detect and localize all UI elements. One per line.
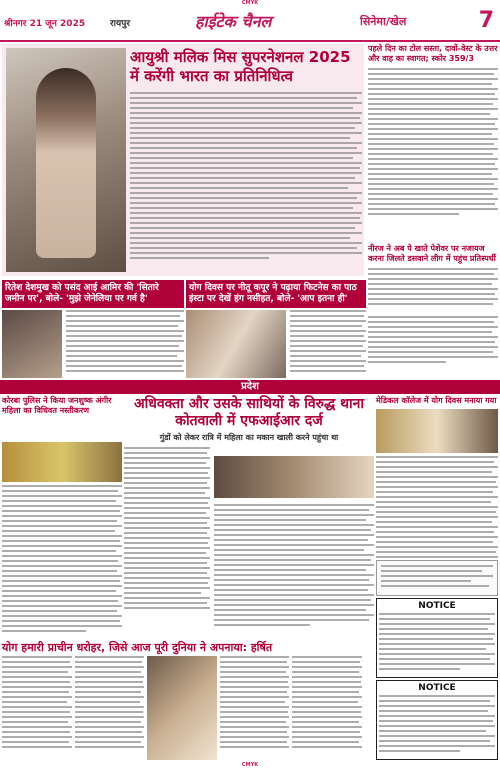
right-story-2: [368, 244, 498, 314]
bottom-col-2: [75, 656, 145, 760]
right-story-1-body: [368, 68, 498, 215]
bottom-col-5: [292, 656, 362, 760]
lower-main-photos: [214, 456, 374, 498]
lead-story: [2, 44, 364, 276]
edition-date: श्रीनगर 21 जून 2025: [4, 19, 86, 29]
bottom-story-photo: [147, 656, 217, 760]
lead-body-text: [130, 92, 362, 272]
notice-body-2: [379, 695, 495, 752]
middle-story-2: [186, 280, 366, 378]
middle-story-1: [2, 280, 184, 378]
middle-story-1-body: [66, 310, 184, 375]
lower-left-body: [2, 485, 122, 632]
lower-left-photo: [2, 442, 122, 482]
section-band-pradesh: प्रदेश: [0, 380, 500, 394]
newspaper-brand: हाईटेक चैनल: [195, 12, 272, 31]
bottom-story-body: [2, 656, 362, 760]
right-story-2-body: [368, 268, 498, 305]
page-header: [0, 8, 500, 42]
registration-mark-top: CMYK: [241, 0, 259, 6]
middle-story-2-headline: योग दिवस पर नीतू कपूर ने पढ़ाया फिटनेस का पाठ इंस्टा पर देखें हंग नसीहत, बोले- 'आप इतना ही': [186, 280, 366, 308]
notice-box-1: [376, 598, 498, 678]
lead-photo: [6, 48, 126, 272]
notice-title-1: NOTICE: [418, 601, 456, 611]
lower-main-headline: अधिवक्ता और उसके साथियों के विरुद्ध थाना कोतवाली में एफआईआर दर्ज: [133, 396, 365, 429]
lower-right-photo: [376, 409, 498, 453]
middle-story-2-body: [290, 310, 366, 375]
middle-story-1-photo: [2, 310, 62, 378]
lower-main-subheadline: गुंडों को लेकर रात्रि में महिला का मकान खाली करने पहुंचा था: [159, 433, 339, 442]
notice-title-2: NOTICE: [418, 683, 456, 693]
notice-box-2: [376, 680, 498, 760]
lower-main-story: [124, 396, 374, 636]
right-story-1-headline: पहले दिन का टोल सस्ता, दावों-वेस्ट के उत्तर और वाह का स्वागत; स्कोर 359/3: [368, 44, 498, 63]
bottom-story-headline: योग हमारी प्राचीन धरोहर, जिसे आज पूरी दुनिया ने अपनाया: हर्षित: [2, 641, 273, 654]
lower-left-story: [2, 396, 122, 636]
side-advert-text: [377, 561, 497, 594]
right-story-1: [368, 44, 498, 244]
page-number: 7: [478, 8, 494, 33]
registration-mark-bottom: CMYK: [241, 762, 259, 768]
notice-body-1: [379, 613, 495, 670]
edition-city: रायपुर: [110, 19, 131, 29]
middle-story-1-headline: रितेश देशमुख को पसंद आई आमिर की 'सितारे जमीन पर', बोले- 'मुझे जेनेलिया पर गर्व है': [2, 280, 184, 308]
bottom-col-4: [220, 656, 290, 760]
side-advert: [376, 560, 498, 596]
lower-main-body-col1: [124, 447, 210, 609]
middle-story-2-photos: [186, 310, 286, 378]
lower-left-headline: कोरबा पुलिस ने किया जनशुष्क अंगीर महिला का विधिवत नस्तीकरण: [2, 396, 112, 415]
section-title: सिनेमा/खेल: [360, 15, 407, 28]
bottom-col-1: [2, 656, 72, 760]
portrait-figure: [36, 68, 96, 258]
lower-right-headline: मेडिकल कॉलेज में योग दिवस मनाया गया: [376, 396, 497, 405]
lower-main-body-col2: [214, 504, 374, 629]
right-story-3-body: [368, 316, 498, 366]
lead-headline: आयुश्री मलिक मिस सुपरनेशनल 2025 में करेंगी भारत का प्रतिनिधित्व: [130, 48, 351, 85]
notice-column: [376, 598, 498, 760]
right-story-2-headline: नीरज ने अब पे खाते पेशेवर पर नजायज करना जिलते डसवाने लीग में पहुंच प्रतिस्पर्धी: [368, 244, 496, 263]
